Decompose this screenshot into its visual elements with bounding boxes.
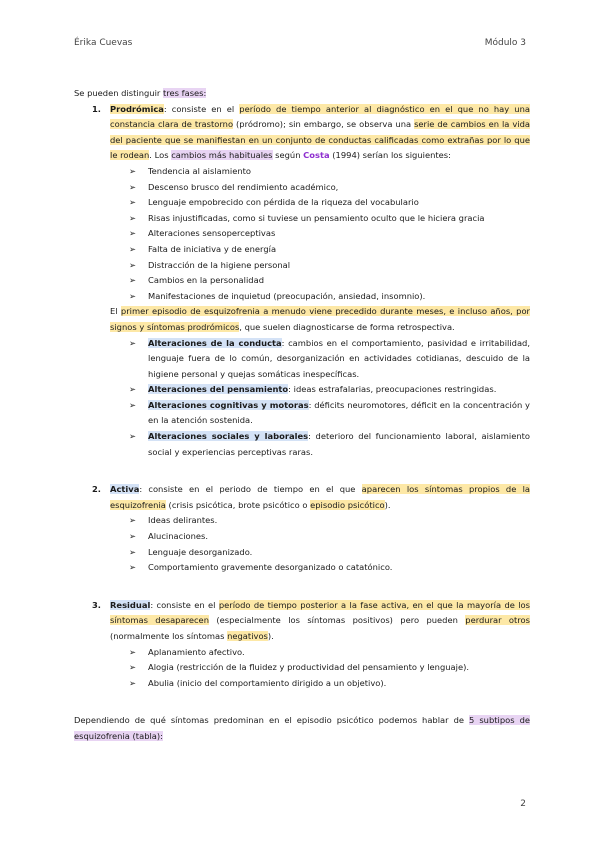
symptom-item: [129, 545, 530, 561]
alteration-term: Alteraciones sociales y laborales: [148, 431, 309, 442]
arrow-bullet-icon: ➢: [129, 384, 136, 395]
alteration-text: : déficits neuromotores, déficit en la concentración y en la atención sostenida.: [148, 399, 530, 426]
change-item: [129, 273, 530, 289]
change-item-text: Manifestaciones de inquietud (preocupación, ansiedad, insomnio).: [148, 290, 426, 301]
change-item: [129, 258, 530, 274]
phase-1-highlight-1: período de tiempo anterior al diagnóstico en el que no hay una constancia clara de trastorno: [110, 103, 530, 130]
closing-highlight: 5 subtipos de esquizofrenia (tabla):: [74, 715, 531, 741]
alteration-term: Alteraciones de la conducta: [148, 337, 282, 348]
phase-2-list: [129, 513, 530, 575]
phase-3-highlight-3: negativos: [227, 631, 268, 641]
change-item-text: Lenguaje empobrecido con pérdida de la riqueza del vocabulario: [148, 197, 419, 208]
alteration-text: : ideas estrafalarias, preocupaciones restringidas.: [288, 384, 497, 395]
arrow-bullet-icon: ➢: [129, 181, 136, 192]
arrow-bullet-icon: ➢: [129, 228, 136, 239]
closing-text: Dependiendo de qué síntomas predominan en el episodio psicótico podemos hablar de: [74, 715, 470, 726]
alteration-term: Alteraciones del pensamiento: [148, 384, 289, 395]
arrow-bullet-icon: ➢: [129, 646, 136, 657]
symptom-item-text: Abulia (inicio del comportamiento dirigido a un objetivo).: [148, 677, 387, 688]
phase-2-text-2: (crisis psicótica, brote psicótico o: [165, 499, 311, 510]
phase-1: [74, 102, 530, 164]
header-module: Módulo 3: [484, 38, 526, 48]
symptom-item: [129, 529, 530, 545]
symptom-item-text: Alogia (restricción de la fluidez y productividad del pensamiento y lenguaje).: [148, 662, 470, 673]
episode-text-2: , que suelen diagnosticarse de forma retrospectiva.: [239, 321, 455, 332]
document-body: [74, 86, 530, 745]
change-item: [129, 195, 530, 211]
arrow-bullet-icon: ➢: [129, 515, 136, 526]
symptom-item-text: Comportamiento gravemente desorganizado o catatónico.: [148, 562, 393, 573]
symptom-item: [129, 676, 530, 692]
arrow-bullet-icon: ➢: [129, 275, 136, 286]
alteration-text: : cambios en el comportamiento, pasividad e irritabilidad, lenguaje fuera de lo común, desorganización en actividades cotidianas, descuido de la higiene personal y quejas somáticas inespecíficas.: [148, 337, 531, 379]
change-item-text: Tendencia al aislamiento: [148, 165, 252, 176]
symptom-item: [129, 513, 530, 529]
intro-highlight: tres fases:: [163, 88, 207, 98]
symptom-item-text: Lenguaje desorganizado.: [148, 546, 253, 557]
phase-3-list: [129, 645, 530, 692]
arrow-bullet-icon: ➢: [129, 212, 136, 223]
phase-1-number: 1.: [92, 103, 101, 114]
phase-1-highlight-2: serie de cambios en la vida del paciente que se manifiestan en un conjunto de conductas calificadas como extrañas por lo que le rodean: [110, 119, 531, 161]
change-item-text: Falta de iniciativa y de energía: [148, 243, 277, 254]
symptom-item-text: Aplanamiento afectivo.: [148, 646, 245, 657]
change-item-text: Distracción de la higiene personal: [148, 259, 291, 270]
alteration-item: [129, 429, 530, 460]
phase-1-text-2: (pródromo); sin embargo, se observa una: [233, 119, 415, 130]
change-item-text: Descenso brusco del rendimiento académico,: [148, 181, 339, 192]
intro-text: Se pueden distinguir: [74, 88, 163, 98]
author-costa: Costa: [303, 150, 330, 161]
arrow-bullet-icon: ➢: [129, 259, 136, 270]
phase-3-text-3: (normalmente los síntomas: [110, 631, 228, 641]
closing-paragraph: [74, 713, 530, 744]
arrow-bullet-icon: ➢: [129, 197, 136, 208]
episode-text: El: [110, 306, 121, 317]
phase-1-text-3: . Los: [149, 150, 172, 161]
arrow-bullet-icon: ➢: [129, 165, 136, 176]
phase-3-text: : consiste en el: [150, 599, 219, 610]
phase-2-highlight: aparecen los síntomas propios de la esquizofrenia: [110, 484, 530, 510]
arrow-bullet-icon: ➢: [129, 290, 136, 301]
alterations-list: [129, 336, 530, 461]
change-item: [129, 242, 530, 258]
arrow-bullet-icon: ➢: [129, 531, 136, 542]
symptom-item-text: Ideas delirantes.: [148, 515, 218, 526]
arrow-bullet-icon: ➢: [129, 431, 136, 442]
change-item-text: Alteraciones sensoperceptivas: [148, 228, 276, 239]
phase-3: [74, 598, 530, 645]
intro-paragraph: [74, 86, 530, 102]
phase-2-highlight-2: episodio psicótico: [310, 499, 385, 510]
phase-3-text-4: ).: [267, 631, 274, 641]
phase-1-term: Prodrómica: [110, 103, 164, 114]
phase-3-text-2: (especialmente los síntomas positivos) pero pueden: [208, 615, 466, 626]
symptom-item: [129, 645, 530, 661]
symptom-item: [129, 560, 530, 576]
symptom-item-text: Alucinaciones.: [148, 531, 209, 542]
episode-highlight: primer episodio de esquizofrenia a menudo viene precedido durante meses, e incluso años, por signos y síntomas prodrómicos: [110, 306, 530, 332]
phase-1-text-4: según: [272, 150, 304, 161]
phase-2-number: 2.: [92, 484, 101, 495]
phase-3-highlight-2: perdurar otros: [465, 615, 531, 626]
alteration-item: [129, 382, 530, 398]
phase-1-text-5: (1994) serían los siguientes:: [329, 150, 451, 161]
change-item-text: Cambios en la personalidad: [148, 275, 264, 286]
change-item: [129, 164, 530, 180]
phase-2-text-3: ).: [384, 499, 391, 510]
header-author: Érika Cuevas: [74, 38, 133, 48]
page-number: 2: [520, 799, 526, 809]
change-item: [129, 289, 530, 305]
alteration-text: : deterioro del funcionamiento laboral, aislamiento social y experiencias perceptivas raras.: [148, 431, 530, 457]
change-item: [129, 211, 530, 227]
phase-2: [74, 482, 530, 513]
arrow-bullet-icon: ➢: [129, 562, 136, 573]
phase-1-highlight-3: cambios más habituales: [171, 150, 273, 161]
alteration-item: [129, 336, 530, 383]
phase-3-highlight: período de tiempo posterior a la fase activa, en el que la mayoría de los síntomas desaparecen: [110, 599, 530, 626]
change-item: [129, 180, 530, 196]
phase-3-number: 3.: [92, 599, 101, 610]
arrow-bullet-icon: ➢: [129, 337, 136, 348]
change-item: [129, 226, 530, 242]
symptom-item: [129, 660, 530, 676]
phase-3-term: Residual: [110, 599, 151, 610]
change-item-text: Risas injustificadas, como si tuviese un pensamiento oculto que le hiciera gracia: [148, 212, 485, 223]
phase-2-text: : consiste en el periodo de tiempo en el que: [139, 484, 362, 495]
arrow-bullet-icon: ➢: [129, 243, 136, 254]
episode-paragraph: [110, 304, 530, 335]
alteration-item: [129, 398, 530, 429]
phase-1-text: : consiste en el: [163, 103, 240, 114]
arrow-bullet-icon: ➢: [129, 546, 136, 557]
phase-2-term: Activa: [110, 484, 140, 495]
arrow-bullet-icon: ➢: [129, 677, 136, 688]
arrow-bullet-icon: ➢: [129, 399, 136, 410]
alteration-term: Alteraciones cognitivas y motoras: [148, 399, 309, 410]
arrow-bullet-icon: ➢: [129, 662, 136, 673]
changes-list: [129, 164, 530, 304]
